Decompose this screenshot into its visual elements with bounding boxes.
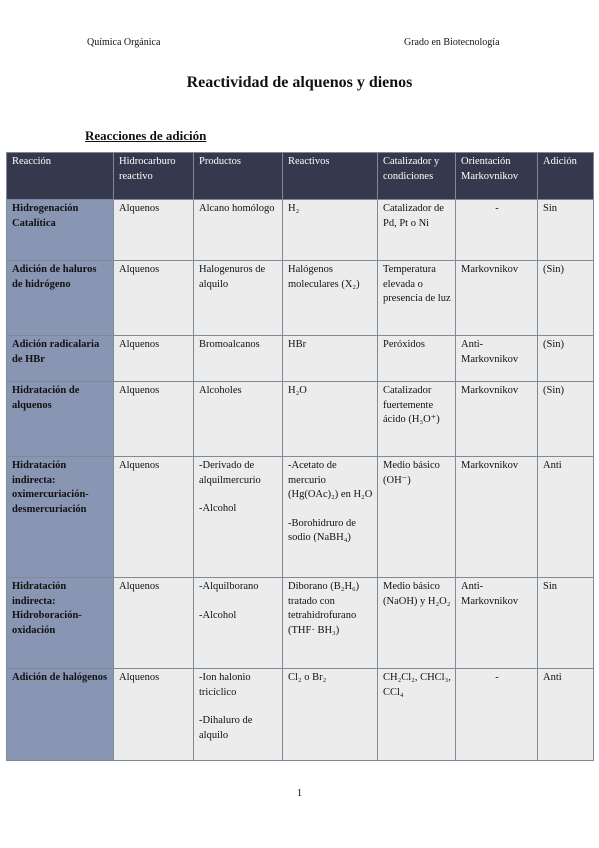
reagents-cell [283, 669, 378, 761]
table-row [7, 336, 594, 382]
table-row [7, 457, 594, 578]
column-header: Hidrocarburo reactivo [114, 153, 194, 200]
reagent-line: Diborano (B₂H₆) tratado con tetrahidrofurano (THF· BH₃) [288, 581, 360, 636]
orientation-cell: Anti-Markovnikov [456, 336, 538, 382]
reaction-cell: Hidratación indirecta: Hidroboración-oxidación [7, 578, 114, 669]
product-line: -Derivado de alquilmercurio [199, 460, 261, 486]
addition-cell: (Sin) [538, 382, 594, 457]
product-line: -Ion halonio tricíclico [199, 672, 251, 698]
product-line: Halogenuros de alquilo [199, 264, 266, 290]
product-line: -Alcohol [199, 609, 237, 621]
reagents-cell [283, 578, 378, 669]
table-row [7, 669, 594, 761]
column-header: Reactivos [283, 153, 378, 200]
column-header: Catalizador y condiciones [378, 153, 456, 200]
addition-cell: Anti [538, 457, 594, 578]
product-line: -Dihaluro de alquilo [199, 715, 253, 741]
addition-cell: Sin [538, 578, 594, 669]
addition-cell: (Sin) [538, 261, 594, 336]
hydrocarbon-cell: Alquenos [114, 578, 194, 669]
reaction-cell: Hidrogenación Catalítica [7, 200, 114, 261]
reagent-line: H₂O [288, 385, 307, 396]
reagents-cell [283, 261, 378, 336]
reagent-line: -Borohidruro de sodio (NaBH₄) [288, 517, 356, 543]
reagent-line: Halógenos moleculares (X₂) [288, 264, 360, 290]
catalyst-cell: CH₂Cl₂, CHCl₃, CCl₄ [378, 669, 456, 761]
page-title: Reactividad de alquenos y dienos [186, 74, 413, 91]
reaction-cell: Adición de haluros de hidrógeno [7, 261, 114, 336]
products-cell [194, 261, 283, 336]
orientation-cell: - [456, 669, 538, 761]
products-cell [194, 382, 283, 457]
hydrocarbon-cell: Alquenos [114, 261, 194, 336]
product-line: Alcano homólogo [199, 203, 275, 214]
products-cell [194, 336, 283, 382]
hydrocarbon-cell: Alquenos [114, 336, 194, 382]
orientation-cell: Anti-Markovnikov [456, 578, 538, 669]
catalyst-cell: Peróxidos [378, 336, 456, 382]
reagent-line: HBr [288, 339, 307, 350]
header-left: Química Orgánica [87, 37, 161, 48]
orientation-cell: Markovnikov [456, 457, 538, 578]
catalyst-cell: Temperatura elevada o presencia de luz [378, 261, 456, 336]
section-title: Reacciones de adición [85, 128, 207, 143]
reagents-cell [283, 200, 378, 261]
products-cell [194, 578, 283, 669]
reagent-line: Cl₂ o Br₂ [288, 672, 327, 683]
reaction-cell: Adición radicalaria de HBr [7, 336, 114, 382]
reagent-line: H₂ [288, 203, 300, 214]
addition-cell: (Sin) [538, 336, 594, 382]
column-header: Reacción [7, 153, 114, 200]
reagents-cell [283, 457, 378, 578]
column-header: Adición [538, 153, 594, 200]
table-row [7, 578, 594, 669]
orientation-cell: Markovnikov [456, 382, 538, 457]
products-cell [194, 200, 283, 261]
reagent-line: -Acetato de mercurio (Hg(OAc)₂) en H₂O [288, 460, 373, 500]
column-header: Orientación Markovnikov [456, 153, 538, 200]
product-line: Bromoalcanos [199, 339, 260, 350]
reagents-cell [283, 336, 378, 382]
table-row [7, 200, 594, 261]
orientation-cell: - [456, 200, 538, 261]
reaction-cell: Adición de halógenos [7, 669, 114, 761]
reactions-table [6, 152, 594, 761]
addition-cell: Anti [538, 669, 594, 761]
product-line: -Alquilborano [199, 581, 259, 592]
catalyst-cell: Medio básico (OH⁻) [378, 457, 456, 578]
hydrocarbon-cell: Alquenos [114, 457, 194, 578]
catalyst-cell: Catalizador de Pd, Pt o Ni [378, 200, 456, 261]
products-cell [194, 457, 283, 578]
page-number: 1 [296, 787, 303, 799]
reaction-cell: Hidratación indirecta: oximercuriación-desmercuriación [7, 457, 114, 578]
reagents-cell [283, 382, 378, 457]
column-header: Productos [194, 153, 283, 200]
orientation-cell: Markovnikov [456, 261, 538, 336]
catalyst-cell: Catalizador fuertemente ácido (H₃O⁺) [378, 382, 456, 457]
reaction-cell: Hidratación de alquenos [7, 382, 114, 457]
products-cell [194, 669, 283, 761]
catalyst-cell: Medio básico (NaOH) y H₂O₂ [378, 578, 456, 669]
header-right: Grado en Biotecnología [404, 37, 500, 48]
addition-cell: Sin [538, 200, 594, 261]
hydrocarbon-cell: Alquenos [114, 200, 194, 261]
table-row [7, 261, 594, 336]
product-line: Alcoholes [199, 385, 242, 396]
table-row [7, 382, 594, 457]
product-line: -Alcohol [199, 503, 237, 514]
hydrocarbon-cell: Alquenos [114, 669, 194, 761]
hydrocarbon-cell: Alquenos [114, 382, 194, 457]
table-header-row [7, 153, 594, 200]
